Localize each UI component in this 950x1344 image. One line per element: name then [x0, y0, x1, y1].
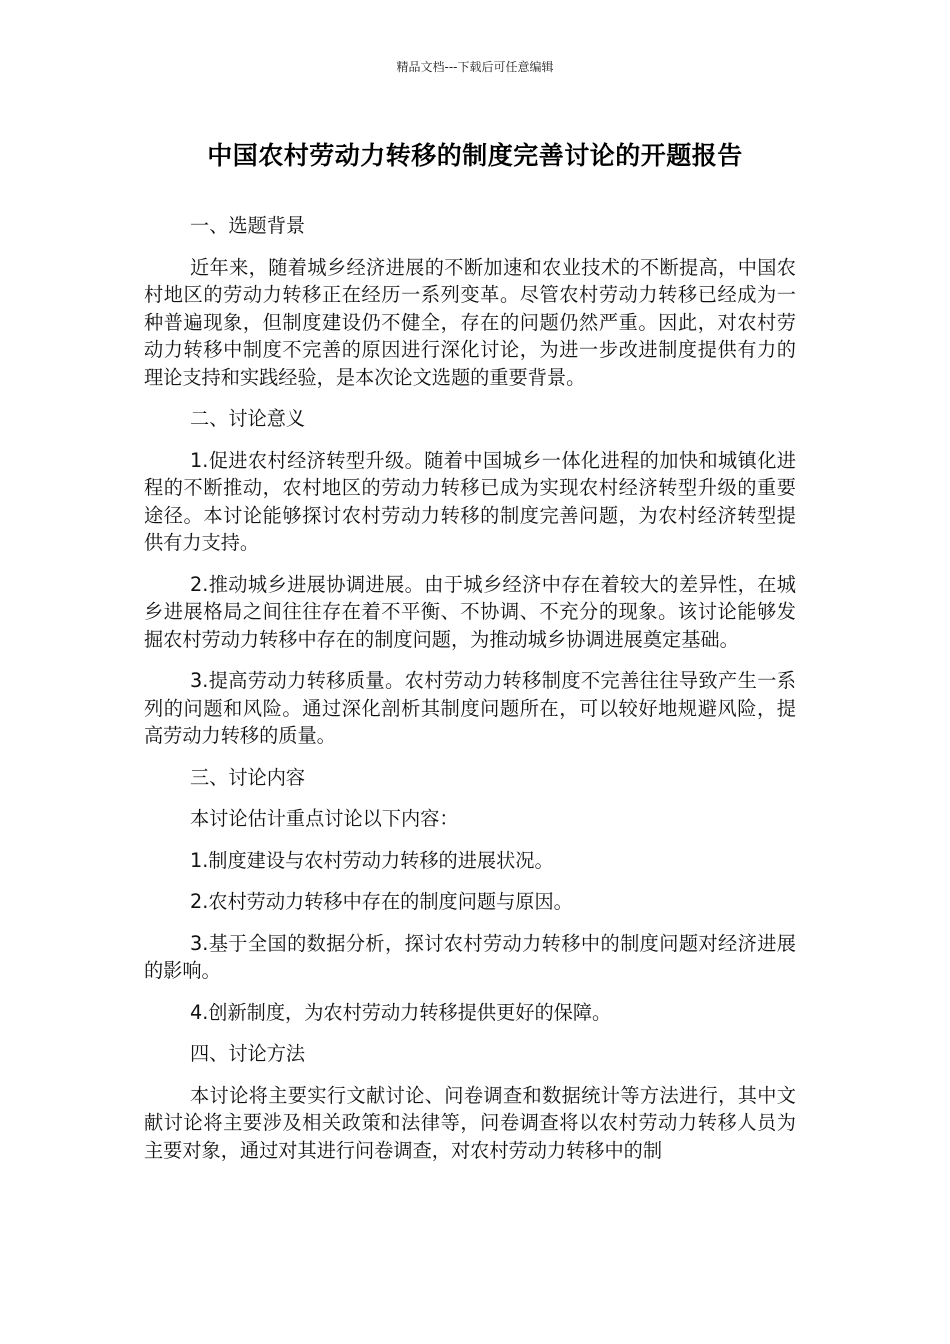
paragraph: 3.提高劳动力转移质量。农村劳动力转移制度不完善往往导致产生一系列的问题和风险。通过深化剖析其制度问题所在，可以较好地规避风险，提高劳动力转移的质量。: [144, 669, 796, 747]
paragraph: 本讨论估计重点讨论以下内容：: [190, 807, 459, 830]
document-title: 中国农村劳动力转移的制度完善讨论的开题报告: [207, 141, 743, 170]
paragraph: 本讨论将主要实行文献讨论、问卷调查和数据统计等方法进行，其中文献讨论将主要涉及相关政策和法律等，问卷调查将以农村劳动力转移人员为主要对象，通过对其进行问卷调查，对农村劳动力转移中的制: [144, 1083, 796, 1162]
paragraph: 1.促进农村经济转型升级。随着中国城乡一体化进程的加快和城镇化进程的不断推动，农村地区的劳动力转移已成为实现农村经济转型升级的重要途径。本讨论能够探讨农村劳动力转移的制度完善问题，为农村经济转型提供有力支持。: [144, 448, 796, 554]
page-header: 精品文档---下载后可任意编辑: [396, 60, 554, 74]
document-body: [144, 212, 796, 1178]
section-heading-content: 三、讨论内容: [190, 765, 306, 789]
section-heading-significance: 二、讨论意义: [190, 407, 306, 430]
section-heading-methods: 四、讨论方法: [190, 1042, 306, 1065]
paragraph: 近年来，随着城乡经济进展的不断加速和农业技术的不断提高，中国农村地区的劳动力转移正在经历一系列变革。尽管农村劳动力转移已经成为一种普遍现象，但制度建设仍不健全，存在的问题仍然严重。因此，对农村劳动力转移中制度不完善的原因进行深化讨论，为进一步改进制度提供有力的理论支持和实践经验，是本次论文选题的重要背景。: [144, 255, 796, 389]
list-item: 4.创新制度，为农村劳动力转移提供更好的保障。: [190, 1000, 612, 1024]
list-item: 3.基于全国的数据分析，探讨农村劳动力转移中的制度问题对经济进展的影响。: [144, 931, 796, 982]
list-item: 2.农村劳动力转移中存在的制度问题与原因。: [190, 890, 573, 913]
paragraph: 2.推动城乡进展协调进展。由于城乡经济中存在着较大的差异性，在城乡进展格局之间往往存在着不平衡、不协调、不充分的现象。该讨论能够发掘农村劳动力转移中存在的制度问题，为推动城乡协调进展奠定基础。: [144, 572, 796, 651]
section-heading-background: 一、选题背景: [190, 214, 306, 237]
list-item: 1.制度建设与农村劳动力转移的进展状况。: [190, 848, 554, 872]
